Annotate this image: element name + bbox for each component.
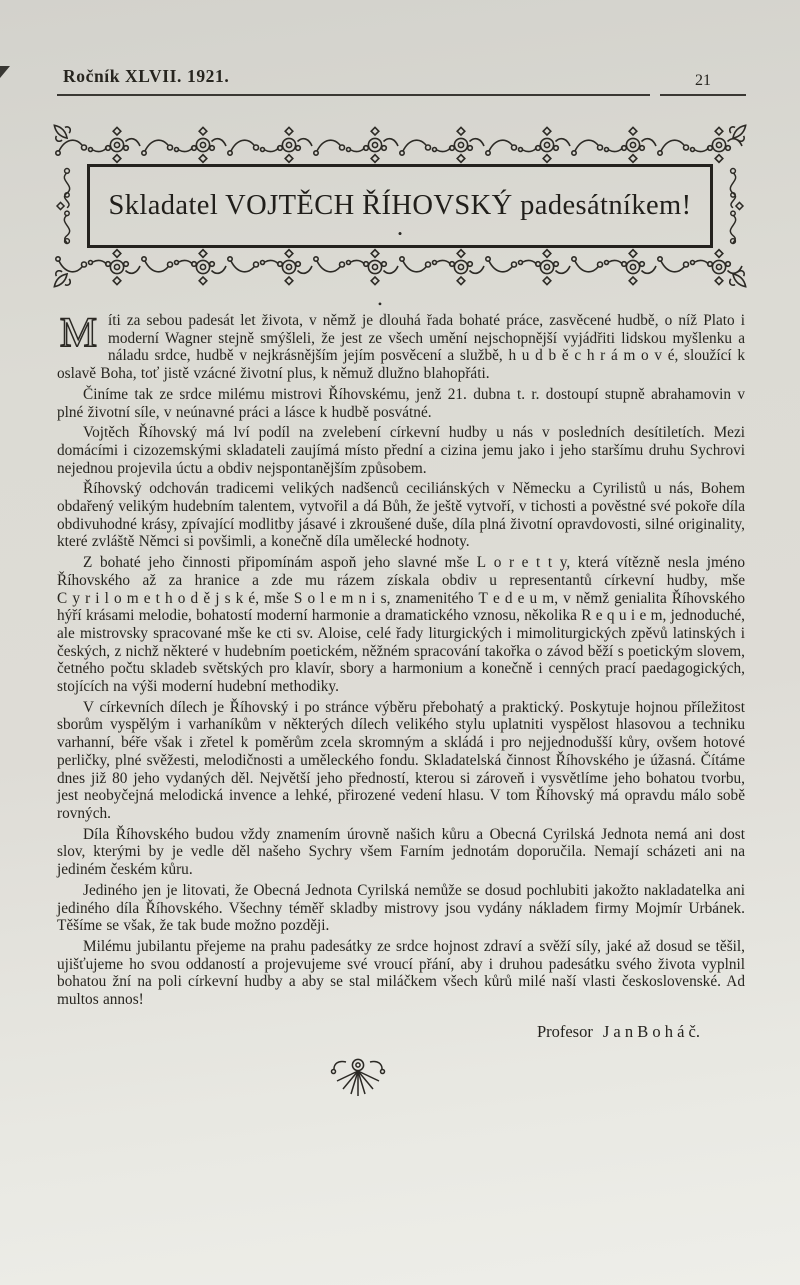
corner-fleur-icon — [729, 270, 751, 292]
paragraph: Milému jubilantu přejeme na prahu padesátky ze srdce hojnost zdraví a svěží síly, jaké až dosud se těšil, ujišťujeme ho svou oddaností a projevujeme své vroucí přání, aby i druhou padesátku svého života vyplnil bohatou žní na poli církevní hudby a aby se stal miláčkem všech kůrů milé naší vlasti československé. Ad multos annos! — [57, 937, 745, 1009]
border-top-ornament-icon — [55, 126, 745, 164]
paragraph-text: íti za sebou padesát let života, v němž je dlouhá řada bohaté práce, zasvěcené hudbě, o níž Plato i moderní Wagner stejně smýšleli, že jest ze všech umění nejschopnější vyjádřiti lidskou myšlenku a náladu srdce, hudbě v nejkrásnějším jejím posvěcení a službě, h u d b ě c h r á m o v é, sloužící k oslavě Boha, toť jistě vzácné životní plus, k němuž dlužno blahopřáti. — [57, 312, 745, 383]
paragraph: V církevních dílech je Říhovský i po stránce výběru přebohatý a praktický. Poskytuje hojnou příležitost sborům vyspělým i varhaníkům v některých dílech velikého stylu uplatniti vyspělost hlasovou a techniku varhanní, béře však i zřetel k poměrům zcela skromným a skládá i pro nejjednodušší kůry, ovšem hotové perličky, plné svěžesti, melodičnosti a uměleckého fondu. Skladatelská činnost Říhovského je úžasná. Čítáme dnes již 80 jeho vydaných děl. Největší jeho předností, kterou si zároveň i vysvětlíme jeho bohatou tvorbu, jest neobyčejná melodická invence a lehké, přirozené vedení hlasu. V tom Říhovský má opravdu málo sobě rovných. — [57, 698, 745, 822]
paragraph: Vojtěch Říhovský má lví podíl na zvelebení církevní hudby u nás v posledních desítiletích. Mezi domácími i cizozemskými skladateli zaujímá místo přední a cizina jemu jako i jeho staršímu druhu Sychrovi nejednou projevila úctu a obdiv nejspontanějším způsobem. — [57, 424, 745, 477]
paragraph: Říhovský odchován tradicemi velikých nadšenců ceciliánských v Německu a Cyrilistů u nás, Bohem obdařený velikým hudebním talentem, vytvořil a dá Bůh, že ještě vytvoří, v tichosti a pověstné své pokoře díla obdivuhodné krásy, zpívající modlitby jásavé i zkroušené duše, díla plná životní opravdovosti, silné originality, které zvláště Němci si povšimli, a konečně díla umělecké hodnoty. — [57, 480, 745, 551]
page-header — [57, 66, 746, 96]
corner-fleur-icon — [49, 120, 71, 142]
scanned-journal-page — [0, 66, 800, 1285]
paragraph: Jediného jen je litovati, že Obecná Jednota Cyrilská nemůže se dosud pochlubiti jakožto nakladatelka ani jediného díla Říhovského. Všechny téměř skladby mistrovy jsou vydány nákladem firmy Mojmír Urbánek. Těšíme se však, že tak bude možno později. — [57, 881, 745, 935]
corner-fleur-icon — [729, 120, 751, 142]
paragraph: Z bohaté jeho činnosti připomínám aspoň jeho slavné mše L o r e t t y, která vítězně nesla jméno Říhovského až za hranice a zde mu rázem získala obdiv u representantů církevní hudby, mše C y r i l o m e t h o d ě j s k é, mše S o l e m n i s, znamenitého T e d e u m, v němž genialita Říhovského hýří krásami melodie, bohatostí moderní harmonie a dramatického vznosu, několika R e q u i e m, jednoduché, ale mistrovsky spracované mše ke cti sv. Aloise, celé řady liturgických i mimoliturgických zpěvů latinských i českých, z nichž některé v hudebním poetickém, něžném spracování takořka o závod běží s poetickým slovem, četného počtu skladeb světských pro klavír, sbory a harmonium a konečně i cenných prací paedagogických, stojících na výši moderní hudební methodiky. — [57, 554, 745, 696]
border-left-ornament-icon — [55, 164, 79, 248]
section-separator-dot: • — [377, 297, 383, 311]
title-dot: • — [397, 226, 403, 241]
article-body — [57, 312, 745, 1009]
border-bottom-ornament-icon — [55, 248, 745, 286]
page-number: 21 — [660, 72, 746, 96]
title-ornament-frame — [55, 126, 745, 286]
signature-name: J a n B o h á č. — [602, 1021, 700, 1041]
paragraph — [57, 312, 745, 383]
palmette-flourish-icon — [330, 1054, 386, 1098]
dropcap-outline-M — [57, 314, 101, 349]
border-right-ornament-icon — [721, 164, 745, 248]
scan-corner-artifact — [0, 66, 10, 78]
signature-line — [0, 1022, 700, 1042]
dropcap-letter: M — [59, 314, 98, 349]
signature-title: Profesor — [536, 1021, 593, 1041]
title-box — [87, 164, 713, 248]
article-title: Skladatel VOJTĚCH ŘÍHOVSKÝ padesátníkem! — [108, 190, 692, 221]
volume-label: Ročník XLVII. 1921. — [57, 66, 650, 96]
corner-fleur-icon — [49, 270, 71, 292]
paragraph: Činíme tak ze srdce milému mistrovi Říhovskému, jenž 21. dubna t. r. dostoupí stupně abrahamovin v plné životní síle, v neúnavné práci a lásce k hudbě posvátné. — [57, 385, 745, 421]
paragraph: Díla Říhovského budou vždy znamením úrovně našich kůru a Obecná Cyrilská Jednota nemá ani dost slov, kterými by je vedle děl našeho Sychry všem Farním jednotám doporučila. Nemají scházeti ani na jediném českém kůru. — [57, 825, 745, 879]
